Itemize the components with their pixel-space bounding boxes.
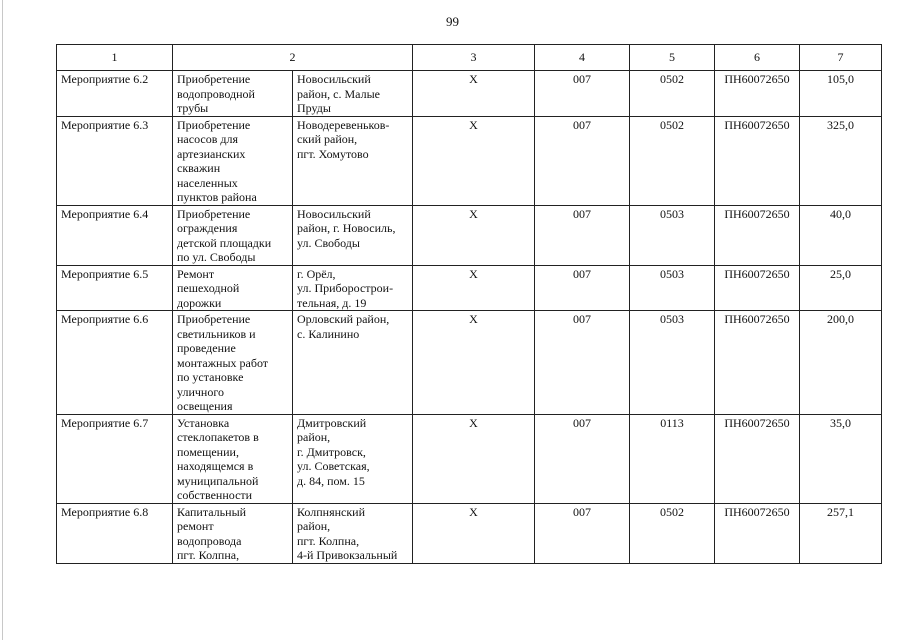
col3-cell: Х [413, 116, 535, 205]
event-cell: Мероприятие 6.4 [57, 205, 173, 265]
col4-cell: 007 [535, 265, 630, 311]
col5-cell: 0503 [630, 265, 715, 311]
col4-cell: 007 [535, 71, 630, 117]
col6-cell: ПН60072650 [715, 116, 800, 205]
name-cell: Приобретение ограждения детской площадки по ул. Свободы [173, 205, 293, 265]
table-row [57, 311, 882, 415]
table-row [57, 265, 882, 311]
col5-cell: 0502 [630, 503, 715, 563]
table-row [57, 71, 882, 117]
header-col-6: 6 [715, 45, 800, 71]
header-col-3: 3 [413, 45, 535, 71]
event-cell: Мероприятие 6.6 [57, 311, 173, 415]
col3-cell: Х [413, 311, 535, 415]
col6-cell: ПН60072650 [715, 265, 800, 311]
name-cell: Установка стеклопакетов в помещении, находящемся в муниципальной собственности [173, 414, 293, 503]
col3-cell: Х [413, 71, 535, 117]
location-cell: Дмитровский район, г. Дмитровск, ул. Советская, д. 84, пом. 15 [293, 414, 413, 503]
col4-cell: 007 [535, 414, 630, 503]
amount-cell: 257,1 [800, 503, 882, 563]
amount-cell: 105,0 [800, 71, 882, 117]
col6-cell: ПН60072650 [715, 71, 800, 117]
event-cell: Мероприятие 6.5 [57, 265, 173, 311]
location-cell: Колпнянский район, пгт. Колпна, 4-й Привокзальный [293, 503, 413, 563]
budget-table [56, 44, 882, 564]
col4-cell: 007 [535, 205, 630, 265]
amount-cell: 325,0 [800, 116, 882, 205]
table-row [57, 116, 882, 205]
event-cell: Мероприятие 6.7 [57, 414, 173, 503]
col4-cell: 007 [535, 503, 630, 563]
col6-cell: ПН60072650 [715, 311, 800, 415]
name-cell: Ремонт пешеходной дорожки [173, 265, 293, 311]
event-cell: Мероприятие 6.8 [57, 503, 173, 563]
event-cell: Мероприятие 6.2 [57, 71, 173, 117]
header-row [57, 45, 882, 71]
name-cell: Капитальный ремонт водопровода пгт. Колпна, [173, 503, 293, 563]
col4-cell: 007 [535, 116, 630, 205]
header-col-7: 7 [800, 45, 882, 71]
col5-cell: 0503 [630, 311, 715, 415]
col5-cell: 0503 [630, 205, 715, 265]
page-number: 99 [446, 14, 459, 29]
table-body [57, 71, 882, 564]
col3-cell: Х [413, 265, 535, 311]
amount-cell: 35,0 [800, 414, 882, 503]
location-cell: г. Орёл, ул. Приборострои- тельная, д. 19 [293, 265, 413, 311]
col3-cell: Х [413, 414, 535, 503]
table-row [57, 503, 882, 563]
page-left-edge [2, 0, 3, 640]
col6-cell: ПН60072650 [715, 414, 800, 503]
col6-cell: ПН60072650 [715, 205, 800, 265]
name-cell: Приобретение светильников и проведение монтажных работ по установке уличного освещения [173, 311, 293, 415]
name-cell: Приобретение водопроводной трубы [173, 71, 293, 117]
location-cell: Новосильский район, с. Малые Пруды [293, 71, 413, 117]
col3-cell: Х [413, 205, 535, 265]
table-row [57, 414, 882, 503]
header-col-2: 2 [173, 45, 413, 71]
name-cell: Приобретение насосов для артезианских скважин населенных пунктов района [173, 116, 293, 205]
location-cell: Орловский район, с. Калинино [293, 311, 413, 415]
location-cell: Новодеревеньков- ский район, пгт. Хомутово [293, 116, 413, 205]
header-col-5: 5 [630, 45, 715, 71]
event-cell: Мероприятие 6.3 [57, 116, 173, 205]
amount-cell: 25,0 [800, 265, 882, 311]
amount-cell: 200,0 [800, 311, 882, 415]
location-cell: Новосильский район, г. Новосиль, ул. Свободы [293, 205, 413, 265]
header-col-4: 4 [535, 45, 630, 71]
col6-cell: ПН60072650 [715, 503, 800, 563]
col5-cell: 0502 [630, 71, 715, 117]
col5-cell: 0113 [630, 414, 715, 503]
col5-cell: 0502 [630, 116, 715, 205]
col4-cell: 007 [535, 311, 630, 415]
amount-cell: 40,0 [800, 205, 882, 265]
col3-cell: Х [413, 503, 535, 563]
header-col-1: 1 [57, 45, 173, 71]
table-row [57, 205, 882, 265]
